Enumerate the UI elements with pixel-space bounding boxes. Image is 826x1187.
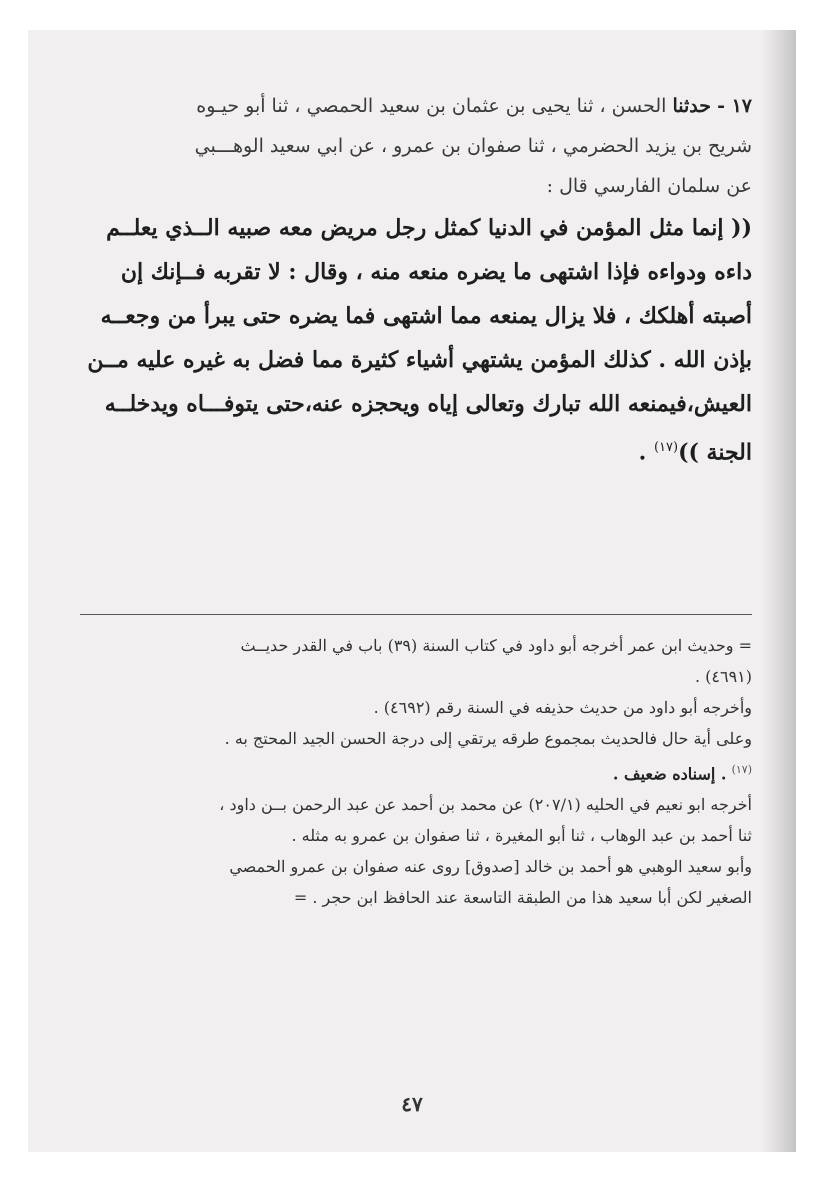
footnote-17-heading: . إسناده ضعيف . (612, 764, 727, 784)
footnote-line: وأخرجه أبو داود من حديث حذيفه في السنة رقم (٤٦٩٢) . (373, 698, 752, 717)
isnad-line-3: عن سلمان الفارسي قال : (546, 175, 752, 197)
end-dot: . (638, 439, 647, 466)
hadith-keyword: حدثنا (672, 95, 712, 117)
footnote-line: أخرجه ابو نعيم في الحليه (٢٠٧/١) عن محمد بن أحمد عن عبد الرحمن بــن داود ، (219, 795, 752, 815)
footnote-17-heading-line (80, 754, 752, 789)
book-page (28, 30, 796, 1152)
isnad-line-2: شريح بن يزيد الحضرمي ، ثنا صفوان بن عمرو ، عن ابي سعيد الوهـــبي (194, 135, 752, 157)
footnote-line: الصغير لكن أبا سعيد هذا من الطبقة التاسعة عند الحافظ ابن حجر . = (293, 888, 752, 908)
isnad-text: الحسن ، ثنا يحيى بن عثمان بن سعيد الحمصي ، ثنا أبو حيـوه (196, 95, 667, 117)
footnote-17-marker: (١٧) (731, 763, 752, 776)
matn-line-5: العيش،فيمنعه الله تبارك وتعالى إياه ويحجزه عنه،حتى يتوفـــاه ويدخلــه (104, 391, 752, 417)
page-number: ٤٧ (401, 1092, 423, 1116)
footnote-line: (٤٦٩١) . (694, 667, 752, 686)
footnote-line: وعلى أية حال فالحديث بمجموع طرقه يرتقي إلى درجة الحسن الجيد المحتج به . (224, 729, 752, 748)
matn-line-3: أصبته أهلكك ، فلا يزال يمنعه مما اشتهى فما يضره حتى يبرأ من وجعــه (100, 303, 752, 329)
matn-line-4: بإذن الله . كذلك المؤمن يشتهي أشياء كثيرة مما فضل به غيره عليه مــن (87, 347, 752, 373)
footnote-ref-17: (١٧) (653, 440, 679, 455)
hadith-number: ١٧ - (717, 95, 752, 117)
footnote-line: وأبو سعيد الوهبي هو أحمد بن خالد [صدوق] روى عنه صفوان بن عمرو الحمصي (229, 857, 752, 877)
footnotes (80, 630, 752, 913)
hadith-17 (80, 86, 752, 474)
footnote-line: ثنا أحمد بن عبد الوهاب ، ثنا أبو المغيرة ، ثنا صفوان بن عمرو به مثله . (291, 826, 752, 846)
matn-last-text: الجنة )) (678, 439, 752, 466)
matn-line-6 (80, 426, 752, 474)
isnad-line-1 (80, 86, 752, 126)
footnote-divider (80, 614, 752, 615)
matn-line-1: (( إنما مثل المؤمن في الدنيا كمثل رجل مريض معه صبيه الــذي يعلــم (106, 215, 752, 241)
footnote-line: = وحديث ابن عمر أخرجه أبو داود في كتاب السنة (٣٩) باب في القدر حديــث (240, 636, 752, 655)
matn-line-2: داءه ودواءه فإذا اشتهى ما يضره منعه منه ، وقال : لا تقربه فــإنك إن (120, 259, 752, 285)
